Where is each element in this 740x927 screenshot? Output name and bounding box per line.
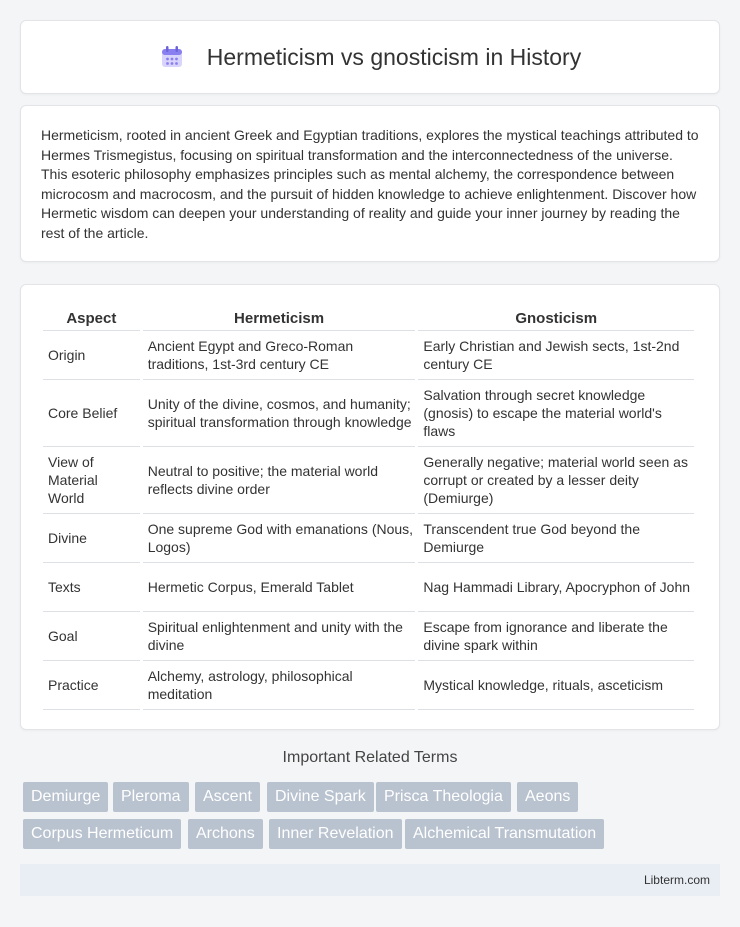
table-row <box>43 661 694 710</box>
column-header-hermeticism: Hermeticism <box>143 305 416 331</box>
page-title: Hermeticism vs gnosticism in History <box>206 43 582 70</box>
term-tag-archons[interactable]: Archons <box>188 819 263 849</box>
term-tag-inner-revelation[interactable]: Inner Revelation <box>269 819 402 849</box>
aspect-cell: Origin <box>43 331 140 380</box>
hermeticism-cell: Alchemy, astrology, philosophical meditation <box>143 661 416 710</box>
table-row <box>43 514 694 563</box>
hermeticism-cell: Neutral to positive; the material world reflects divine order <box>143 447 416 514</box>
hermeticism-cell: Ancient Egypt and Greco-Roman traditions, 1st-3rd century CE <box>143 331 416 380</box>
table-row <box>43 331 694 380</box>
aspect-cell: Core Belief <box>43 380 140 447</box>
footer-site-link[interactable]: Libterm.com <box>643 873 710 887</box>
term-tag-prisca-theologia[interactable]: Prisca Theologia <box>376 782 511 812</box>
term-tag-corpus-hermeticum[interactable]: Corpus Hermeticum <box>23 819 181 849</box>
gnosticism-cell: Mystical knowledge, rituals, asceticism <box>418 661 694 710</box>
comparison-table <box>40 305 697 710</box>
gnosticism-cell: Nag Hammadi Library, Apocryphon of John <box>418 563 694 612</box>
table-header-row <box>43 305 694 331</box>
intro-card <box>20 105 720 262</box>
aspect-cell: View of Material World <box>43 447 140 514</box>
term-tag-alchemical-transmutation[interactable]: Alchemical Transmutation <box>405 819 604 849</box>
footer <box>20 864 720 896</box>
term-tag-demiurge[interactable]: Demiurge <box>23 782 108 812</box>
column-header-aspect: Aspect <box>43 305 140 331</box>
related-terms-title: Important Related Terms <box>282 749 458 766</box>
aspect-cell: Texts <box>43 563 140 612</box>
term-tag-pleroma[interactable]: Pleroma <box>113 782 189 812</box>
table-row <box>43 447 694 514</box>
gnosticism-cell: Generally negative; material world seen as corrupt or created by a lesser deity (Demiurge) <box>418 447 694 514</box>
hermeticism-cell: Hermetic Corpus, Emerald Tablet <box>143 563 416 612</box>
term-tag-aeons[interactable]: Aeons <box>517 782 578 812</box>
hermeticism-cell: One supreme God with emanations (Nous, Logos) <box>143 514 416 563</box>
title-card <box>20 20 720 94</box>
table-row <box>43 380 694 447</box>
intro-paragraph: Hermeticism, rooted in ancient Greek and Egyptian traditions, explores the mystical teachings attributed to Hermes Trismegistus, focusing on spiritual transformation and the interconnectedness of the universe. This esoteric philosophy emphasizes principles such as mental alchemy, the correspondence between microcosm and macrocosm, and the pursuit of hidden knowledge to achieve enlightenment. Discover how Hermetic wisdom can deepen your understanding of reality and guide your inner journey by reading the rest of the article. <box>41 127 699 241</box>
gnosticism-cell: Escape from ignorance and liberate the divine spark within <box>418 612 694 661</box>
aspect-cell: Goal <box>43 612 140 661</box>
gnosticism-cell: Early Christian and Jewish sects, 1st-2nd century CE <box>418 331 694 380</box>
term-tag-divine-spark[interactable]: Divine Spark <box>267 782 374 812</box>
hermeticism-cell: Unity of the divine, cosmos, and humanity; spiritual transformation through knowledge <box>143 380 416 447</box>
table-row <box>43 612 694 661</box>
calendar-icon <box>159 44 185 70</box>
table-row <box>43 563 694 612</box>
hermeticism-cell: Spiritual enlightenment and unity with the divine <box>143 612 416 661</box>
column-header-gnosticism: Gnosticism <box>418 305 694 331</box>
comparison-table-card <box>20 284 720 730</box>
gnosticism-cell: Salvation through secret knowledge (gnosis) to escape the material world's flaws <box>418 380 694 447</box>
gnosticism-cell: Transcendent true God beyond the Demiurge <box>418 514 694 563</box>
aspect-cell: Divine <box>43 514 140 563</box>
aspect-cell: Practice <box>43 661 140 710</box>
term-tag-ascent[interactable]: Ascent <box>195 782 260 812</box>
